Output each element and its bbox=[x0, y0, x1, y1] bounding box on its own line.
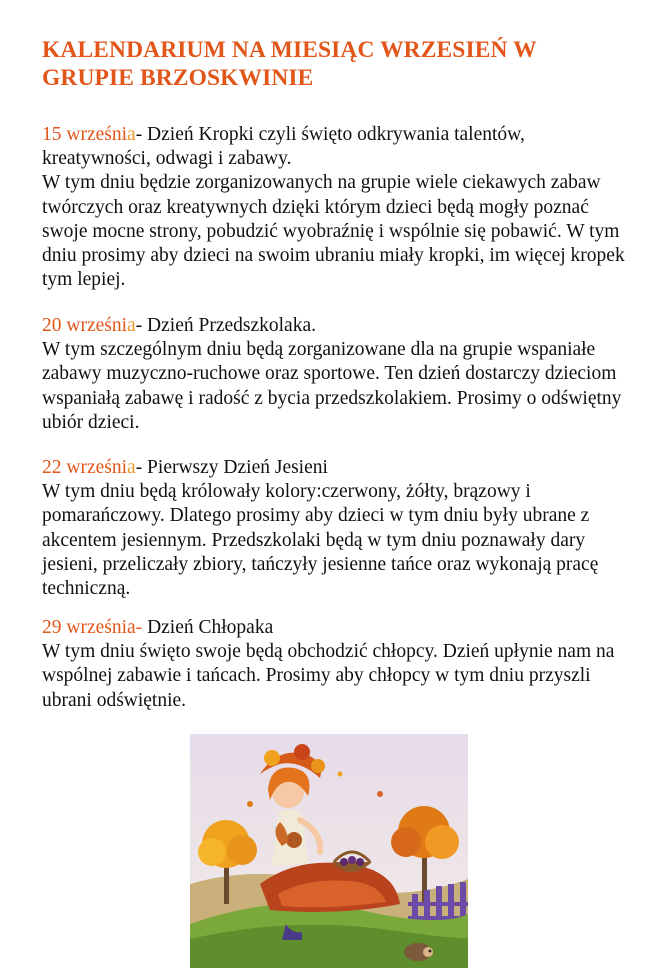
event-item bbox=[42, 616, 632, 713]
event-heading bbox=[42, 456, 632, 480]
event-item bbox=[42, 456, 632, 601]
page-title: KALENDARIUM NA MIESIĄC WRZESIEŃ W GRUPIE BRZOSKWINIE bbox=[42, 37, 537, 91]
event-item bbox=[42, 123, 632, 292]
event-date: 29 września- bbox=[42, 617, 143, 638]
event-description: W tym dniu święto swoje będą obchodzić chłopcy. Dzień upłynie nam na wspólnej zabawie i tańcach. Prosimy aby chłopcy w tym dniu przyszli ubrani odświętnie. bbox=[42, 641, 615, 711]
event-date: 22 września bbox=[42, 457, 136, 478]
event-heading bbox=[42, 616, 632, 640]
autumn-girl-illustration bbox=[190, 734, 468, 968]
event-date: 20 września bbox=[42, 315, 136, 336]
event-description: W tym szczególnym dniu będą zorganizowane dla na grupie wspaniałe zabawy muzyczno-ruchowe oraz sportowe. Ten dzień dostarczy dzieciom wspaniałą zabawę i radość z bycia przedszkolakiem. Prosimy o odświętny ubiór dzieci. bbox=[42, 339, 622, 433]
event-date: 15 września bbox=[42, 124, 136, 145]
event-description: W tym dniu będzie zorganizowanych na grupie wiele ciekawych zabaw twórczych oraz kreatywnych dzięki którym dzieci będą mogły poznać swoje mocne strony, pobudzić wyobraźnię i wspólnie się pobawić. W tym dniu prosimy aby dzieci na swoim ubraniu miały kropki, im więcej kropek tym lepiej. bbox=[42, 172, 625, 291]
event-title: - Pierwszy Dzień Jesieni bbox=[135, 457, 328, 478]
event-heading bbox=[42, 123, 632, 171]
event-description: W tym dniu będą królowały kolory:czerwony, żółty, brązowy i pomarańczowy. Dlatego prosimy aby dzieci w tym dniu były ubrane z akcentem jesiennym. Przedszkolaki będą w tym dniu poznawały dary jesieni, przeliczały zbiory, tańczyły jesienne tańce oraz wykonają pracę techniczną. bbox=[42, 481, 599, 600]
event-heading bbox=[42, 314, 632, 338]
event-item bbox=[42, 314, 632, 435]
event-title: - Dzień Kropki czyli święto odkrywania talentów, kreatywności, odwagi i zabawy. bbox=[42, 124, 525, 170]
event-title: - Dzień Przedszkolaka. bbox=[135, 315, 316, 336]
event-title: Dzień Chłopaka bbox=[142, 617, 274, 638]
